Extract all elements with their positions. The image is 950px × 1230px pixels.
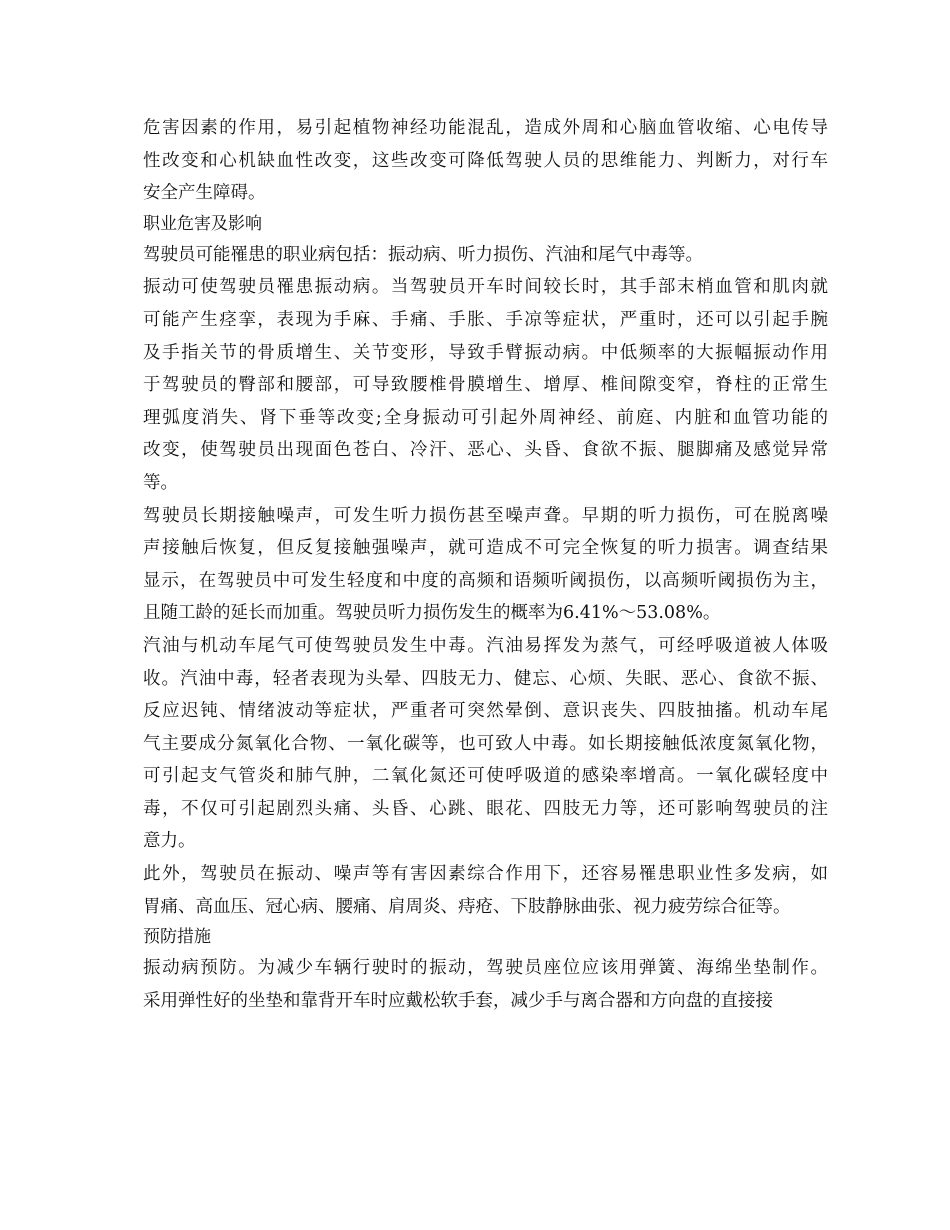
text-line: 气主要成分氮氧化合物、一氧化碳等，也可致人中毒。如长期接触低浓度氮氧化物， [143, 733, 828, 754]
section-heading [143, 210, 828, 239]
heading-text: 预防措施 [143, 927, 211, 948]
text-line: 汽油与机动车尾气可使驾驶员发生中毒。汽油易挥发为蒸气，可经呼吸道被人体吸 [143, 635, 828, 656]
text-line: 声接触后恢复，但反复接触强噪声，就可造成不可完全恢复的听力损害。调查结果 [143, 538, 828, 559]
text-line: 振动病预防。为减少车辆行驶时的振动，驾驶员座位应该用弹簧、海绵坐垫制作。 [143, 958, 828, 979]
text-line: 反应迟钝、情绪波动等症状，严重者可突然晕倒、意识丧失、四肢抽搐。机动车尾 [143, 701, 828, 722]
heading-text: 职业危害及影响 [143, 213, 262, 234]
text-line: 且随工龄的延长而加重。驾驶员听力损伤发生的概率为6.41%～53.08%。 [143, 603, 721, 624]
section-heading [143, 923, 828, 952]
text-line: 可能产生痉挛，表现为手麻、手痛、手胀、手凉等症状，严重时，还可以引起手腕 [143, 309, 828, 330]
paragraph [143, 500, 828, 630]
text-line: 意力。 [143, 831, 196, 852]
paragraph [143, 239, 828, 272]
paragraph [143, 271, 828, 499]
text-line: 胃痛、高血压、冠心病、腰痛、肩周炎、痔疮、下肢静脉曲张、视力疲劳综合征等。 [143, 896, 791, 917]
text-line: 安全产生障碍。 [143, 183, 266, 204]
text-line: 采用弹性好的坐垫和靠背开车时应戴松软手套，减少手与离合器和方向盘的直接接 [143, 990, 773, 1011]
paragraph [143, 630, 828, 858]
text-line: 及手指关节的骨质增生、关节变形，导致手臂振动病。中低频率的大振幅振动作用 [143, 342, 828, 363]
text-line: 振动可使驾驶员罹患振动病。当驾驶员开车时间较长时，其手部末梢血管和肌肉就 [143, 277, 828, 298]
paragraph [143, 952, 828, 1017]
paragraph [143, 858, 828, 923]
text-line: 显示，在驾驶员中可发生轻度和中度的高频和语频听阈损伤，以高频听阈损伤为主， [143, 570, 828, 591]
text-line: 于驾驶员的臀部和腰部，可导致腰椎骨膜增生、增厚、椎间隙变窄，脊柱的正常生 [143, 375, 828, 396]
text-line: 此外，驾驶员在振动、噪声等有害因素综合作用下，还容易罹患职业性多发病，如 [143, 864, 828, 885]
text-line: 可引起支气管炎和肺气肿，二氧化氮还可使呼吸道的感染率增高。一氧化碳轻度中 [143, 766, 828, 787]
text-line: 改变，使驾驶员出现面色苍白、冷汗、恶心、头昏、食欲不振、腿脚痛及感觉异常 [143, 440, 828, 461]
text-line: 毒，不仅可引起剧烈头痛、头昏、心跳、眼花、四肢无力等，还可影响驾驶员的注 [143, 798, 828, 819]
text-line: 驾驶员长期接触噪声，可发生听力损伤甚至噪声聋。早期的听力损伤，可在脱离噪 [143, 505, 828, 526]
text-line: 理弧度消失、肾下垂等改变;全身振动可引起外周神经、前庭、内脏和血管功能的 [143, 407, 828, 428]
text-line: 收。汽油中毒，轻者表现为头晕、四肢无力、健忘、心烦、失眠、恶心、食欲不振、 [143, 668, 828, 689]
text-line: 性改变和心机缺血性改变，这些改变可降低驾驶人员的思维能力、判断力，对行车 [143, 150, 828, 171]
paragraph [143, 112, 828, 210]
text-line: 等。 [143, 472, 178, 493]
document-page [143, 112, 828, 1017]
text-line: 驾驶员可能罹患的职业病包括：振动病、听力损伤、汽油和尾气中毒等。 [143, 244, 703, 265]
text-line: 危害因素的作用，易引起植物神经功能混乱，造成外周和心脑血管收缩、心电传导 [143, 118, 828, 138]
